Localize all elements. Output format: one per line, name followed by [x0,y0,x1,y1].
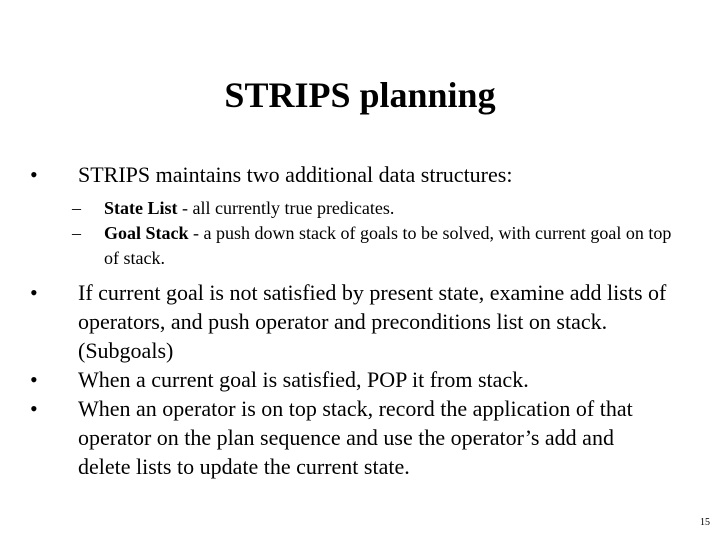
sub-bullet-term: State List [104,198,178,218]
bullet-text: If current goal is not satisfied by present state, examine add lists of operators, and push operator and preconditions list on stack. (Subgoals) [78,280,667,363]
bullet-item [30,278,670,365]
bullet-item [30,160,670,189]
bullet-text: STRIPS maintains two additional data structures: [78,162,513,187]
slide-number: 15 [700,517,710,528]
bullet-item [30,394,670,481]
bullet-list [30,278,670,481]
dash-marker: – [72,223,81,243]
bullet-marker: • [30,162,38,187]
sub-bullet-text: - a push down stack of goals to be solved, with current goal on top of stack. [104,223,672,268]
sub-bullet-term: Goal Stack [104,223,189,243]
sub-bullet-text: - all currently true predicates. [177,198,395,218]
sub-bullet-item [72,196,672,221]
slide-title: STRIPS planning [224,75,496,115]
bullet-marker: • [30,280,38,305]
dash-marker: – [72,198,81,218]
bullet-marker: • [30,396,38,421]
bullet-text: When an operator is on top stack, record the application of that operator on the plan sequence and use the operator’s add and delete lists to update the current state. [78,396,633,479]
sub-bullet-list [72,196,672,271]
sub-bullet-item [72,221,672,271]
bullet-marker: • [30,367,38,392]
bullet-text: When a current goal is satisfied, POP it from stack. [78,367,529,392]
bullet-item [30,365,670,394]
